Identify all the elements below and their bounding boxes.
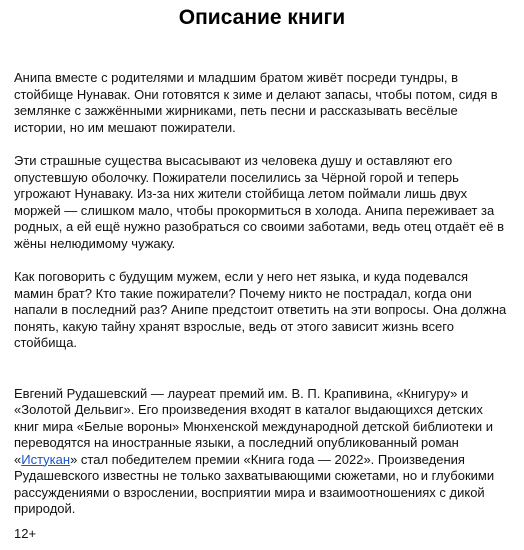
author-text-before-link: Евгений Рудашевский — лауреат премий им. В. П. Крапивина, «Книгуру» и «Золотой Дельвиг». Его произведения входят в каталог выдающихся детских книг мира «Белые вороны» Мюнхенской международной детской библиотеки и переводятся на иностранные языки, а последний опубликованный роман «: [14, 385, 493, 467]
author-paragraph: [14, 386, 510, 518]
description-paragraph-3: Как поговорить с будущим мужем, если у него нет языка, и куда подевался мамин брат? Кто такие пожиратели? Почему никто не пострадал, когда они напали в последний раз? Анипе предстоит ответить на эти вопросы. Она должна понять, какую тайну хранят взрослые, ведь от этого зависит жизнь всего стойбища.: [14, 269, 507, 350]
istukan-book-link[interactable]: Истукан: [21, 451, 71, 467]
description-paragraph-2: Эти страшные существа высасывают из человека душу и оставляют его опустевшую оболочку. Пожиратели поселились за Чёрной горой и теперь угрожают Нунаваку. Из-за них жители стойбища летом поймали лишь двух моржей — слишком мало, чтобы прокормиться в холода. Анипа переживает за родных, а ей ещё нужно разобраться со своими заботами, ведь отец отдаёт её в жёны нелюдимому чужаку.: [14, 153, 504, 251]
age-rating: 12+: [14, 526, 37, 541]
author-text-after-link: » стал победителем премии «Книга года — 2022». Произведения Рудашевского известны не только захватывающими сюжетами, но и глубокими рассуждениями о взрослении, восприятии мира и взаимоотношениях с дикой природой.: [14, 451, 495, 516]
description-body: [14, 70, 510, 535]
page-title: Описание книги: [178, 6, 346, 29]
description-paragraph-1: Анипа вместе с родителями и младшим братом живёт посреди тундры, в стойбище Нунавак. Они готовятся к зиме и делают запасы, чтобы потом, сидя в землянке с зажжёнными жирниками, петь песни и рассказывать весёлые истории, но им мешают пожиратели.: [14, 70, 498, 135]
